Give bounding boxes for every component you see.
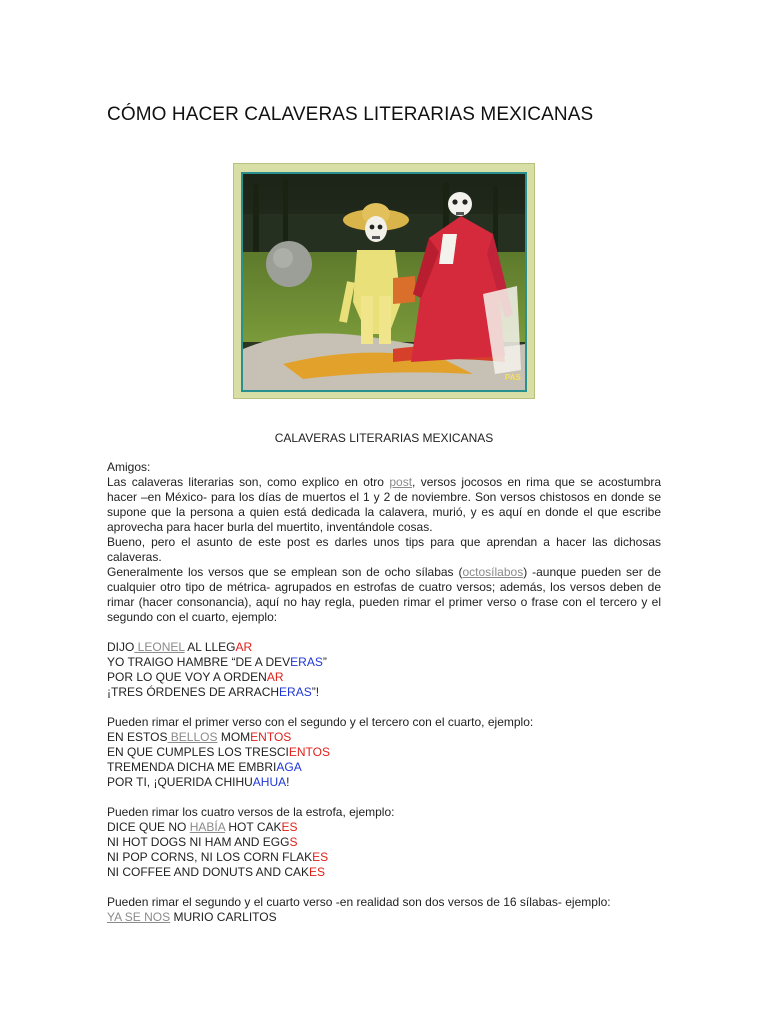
verse-line: YA SE NOS MURIO CARLITOS [107,910,277,924]
greeting: Amigos: [107,460,151,474]
stanza-example-2 [107,730,661,790]
stanza-example-1 [107,640,661,700]
verse-line: EN QUE CUMPLES LOS TRESCIENTOS [107,745,330,759]
article-body [107,460,661,925]
paragraph-rhyme-pattern-2: Pueden rimar el primer verso con el segundo y el tercero con el cuarto, ejemplo: [107,715,534,729]
calaveras-illustration [243,174,525,390]
ya-se-nos-link[interactable]: YA SE NOS [107,910,171,924]
rhyme-ending: AGA [276,760,302,774]
stanza-example-3 [107,820,661,880]
rhyme-ending: ERAS [290,655,323,669]
verse-line: EN ESTOS BELLOS MOMENTOS [107,730,292,744]
verse-line: POR TI, ¡QUERIDA CHIHUAHUA! [107,775,290,789]
rhyme-ending: ES [281,820,298,834]
photo-caption: CALAVERAS LITERARIAS MEXICANAS [274,431,494,445]
verse-line: NI POP CORNS, NI LOS CORN FLAKES [107,850,329,864]
verse-line: YO TRAIGO HAMBRE “DE A DEVERAS” [107,655,327,669]
leonel-link[interactable]: LEONEL [134,640,185,654]
rhyme-ending: ENTOS [250,730,292,744]
calaveras-photo [241,172,527,392]
verse-line: TREMENDA DICHA ME EMBRIAGA [107,760,302,774]
calaveras-photo-frame [233,163,535,399]
verse-line: POR LO QUE VOY A ORDENAR [107,670,284,684]
paragraph-rhyme-pattern-3: Pueden rimar los cuatro versos de la estrofa, ejemplo: [107,805,395,819]
photo-watermark: PAS [505,373,521,382]
paragraph-metrics: Generalmente los versos que se emplean son de ocho sílabas (octosílabos) -aunque pueden ser de cualquier otro tipo de métrica- agrupados en estrofas de cuatro versos; además, los versos deben de rimar (hacer consonancia), aquí no hay regla, pueden rimar el primer verso o frase con el tercero y el segundo con el cuarto, ejemplo: [107,565,661,624]
octosilabos-link[interactable]: octosílabos [462,565,524,579]
rhyme-ending: ERAS [279,685,312,699]
rhyme-ending: ES [312,850,329,864]
verse-line: NI COFFEE AND DONUTS AND CAKES [107,865,326,879]
habia-link[interactable]: HABÍA [189,820,226,834]
bellos-link[interactable]: BELLOS [167,730,218,744]
rhyme-ending: AR [235,640,253,654]
paragraph-purpose: Bueno, pero el asunto de este post es darles unos tips para que aprendan a hacer las dichosas calaveras. [107,535,661,564]
paragraph-definition: Las calaveras literarias son, como explico en otro post, versos jocosos en rima que se acostumbra hacer –en México- para los días de muertos el 1 y 2 de noviembre. Son versos chistosos en donde se supone que la persona a quien está dedicada la calavera, murió, y es aquí en donde el que escribe aprovecha para hacer burla del muertito, inventándole cosas. [107,475,661,534]
verse-line: DIJO LEONEL AL LLEGAR [107,640,253,654]
post-link[interactable]: post [389,475,413,489]
rhyme-ending: AR [266,670,284,684]
verse-line: ¡TRES ÓRDENES DE ARRACHERAS”! [107,685,320,699]
rhyme-ending: ENTOS [288,745,330,759]
rhyme-ending: ES [309,865,326,879]
verse-line: NI HOT DOGS NI HAM AND EGGS [107,835,298,849]
stanza-example-4 [107,910,661,925]
rhyme-ending: S [289,835,298,849]
verse-line: DICE QUE NO HABÍA HOT CAKES [107,820,298,834]
rhyme-ending: AHUA [252,775,287,789]
paragraph-rhyme-pattern-4: Pueden rimar el segundo y el cuarto verso -en realidad son dos versos de 16 sílabas- ejemplo: [107,895,611,909]
page-title: CÓMO HACER CALAVERAS LITERARIAS MEXICANAS [107,104,594,125]
